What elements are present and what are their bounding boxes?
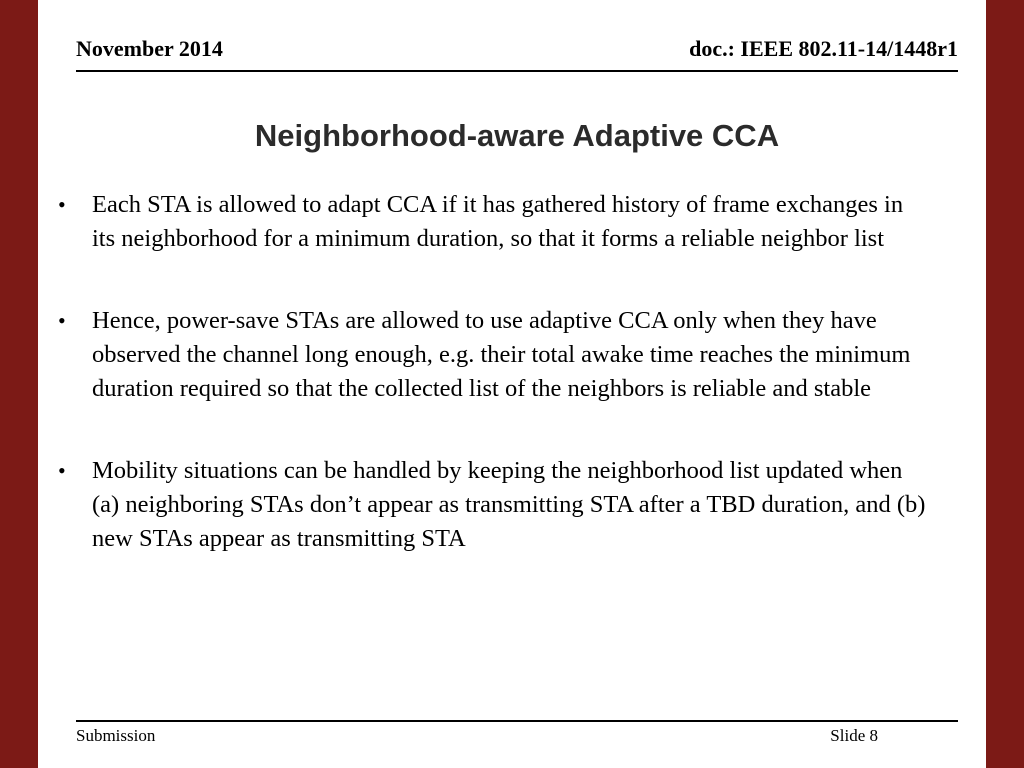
footer <box>76 726 958 746</box>
footer-submission-label: Submission <box>76 726 156 745</box>
right-border-bar <box>986 0 1024 768</box>
header-doc-number: doc.: IEEE 802.11-14/1448r1 <box>689 36 958 61</box>
bullet-item: • Hence, power-save STAs are allowed to use adaptive CCA only when they have observed the channel long enough, e.g. their total awake time reaches the minimum duration required so that the collected list of the neighbors is reliable and stable <box>58 304 930 406</box>
footer-rule <box>76 720 958 722</box>
bullet-item: • Each STA is allowed to adapt CCA if it has gathered history of frame exchanges in its neighborhood for a minimum duration, so that it forms a reliable neighbor list <box>58 188 930 256</box>
bullet-list <box>58 188 930 604</box>
left-border-bar <box>0 0 38 768</box>
header-date: November 2014 <box>76 36 223 61</box>
header <box>76 36 958 72</box>
slide-title: Neighborhood-aware Adaptive CCA <box>254 118 780 153</box>
bullet-item: • Mobility situations can be handled by keeping the neighborhood list updated when (a) neighboring STAs don’t appear as transmitting STA after a TBD duration, and (b) new STAs appear as transmitting STA <box>58 454 930 556</box>
footer-slide-number: Slide 8 <box>830 726 878 745</box>
